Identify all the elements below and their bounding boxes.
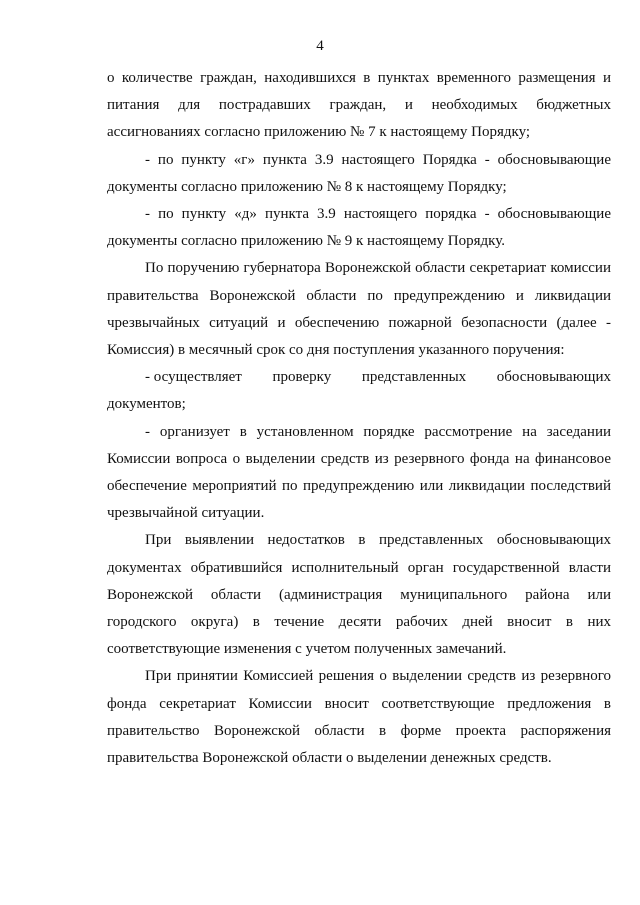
paragraph-item-g: - по пункту «г» пункта 3.9 настоящего Порядка - обосновывающие документы согласно приложению № 8 к настоящему Порядку;: [107, 151, 611, 195]
paragraph-1-continuation: о количестве граждан, находившихся в пунктах временного размещения и питания для пострадавших граждан, и необходимых бюджетных ассигнованиях согласно приложению № 7 к настоящему Порядку;: [107, 70, 611, 141]
paragraph-deficiencies: При выявлении недостатков в представленных обосновывающих документах обратившийся исполнительный орган государственной власти Воронежской области (администрация муниципального района или городского округа) в течение десяти рабочих дней вносит в них соответствующие изменения с учетом полученных замечаний.: [107, 532, 611, 658]
page-number: 4: [316, 38, 324, 54]
word-proverku: проверку: [272, 369, 332, 386]
paragraph-item-d: - по пункту «д» пункта 3.9 настоящего порядка - обосновывающие документы согласно приложению № 9 к настоящему Порядку.: [107, 206, 611, 250]
word-predstavlennykh: представленных: [361, 369, 467, 386]
paragraph-decision: При принятии Комиссией решения о выделении средств из резервного фонда секретариат Комиссии вносит соответствующие предложения в правительство Воронежской области в форме проекта распоряжения правительства Воронежской области о выделении денежных средств.: [107, 668, 611, 767]
paragraph-check-line: [107, 364, 611, 391]
word-obosnovyvayushchikh: обосновывающих: [496, 369, 611, 386]
paragraph-check-continuation: документов;: [107, 396, 186, 413]
paragraph-organize-review: - организует в установленном порядке рассмотрение на заседании Комиссии вопроса о выделении средств из резервного фонда на финансовое обеспечение мероприятий по предупреждению или ликвидации последствий чрезвычайной ситуации.: [107, 423, 611, 522]
word-osushchestvlyaet: - осуществляет: [145, 369, 242, 386]
paragraph-commission-instruction: По поручению губернатора Воронежской области секретариат комиссии правительства Воронежской области по предупреждению и ликвидации чрезвычайных ситуаций и обеспечению пожарной безопасности (далее - Комиссия) в месячный срок со дня поступления указанного поручения:: [107, 260, 611, 359]
document-body: [107, 65, 611, 772]
